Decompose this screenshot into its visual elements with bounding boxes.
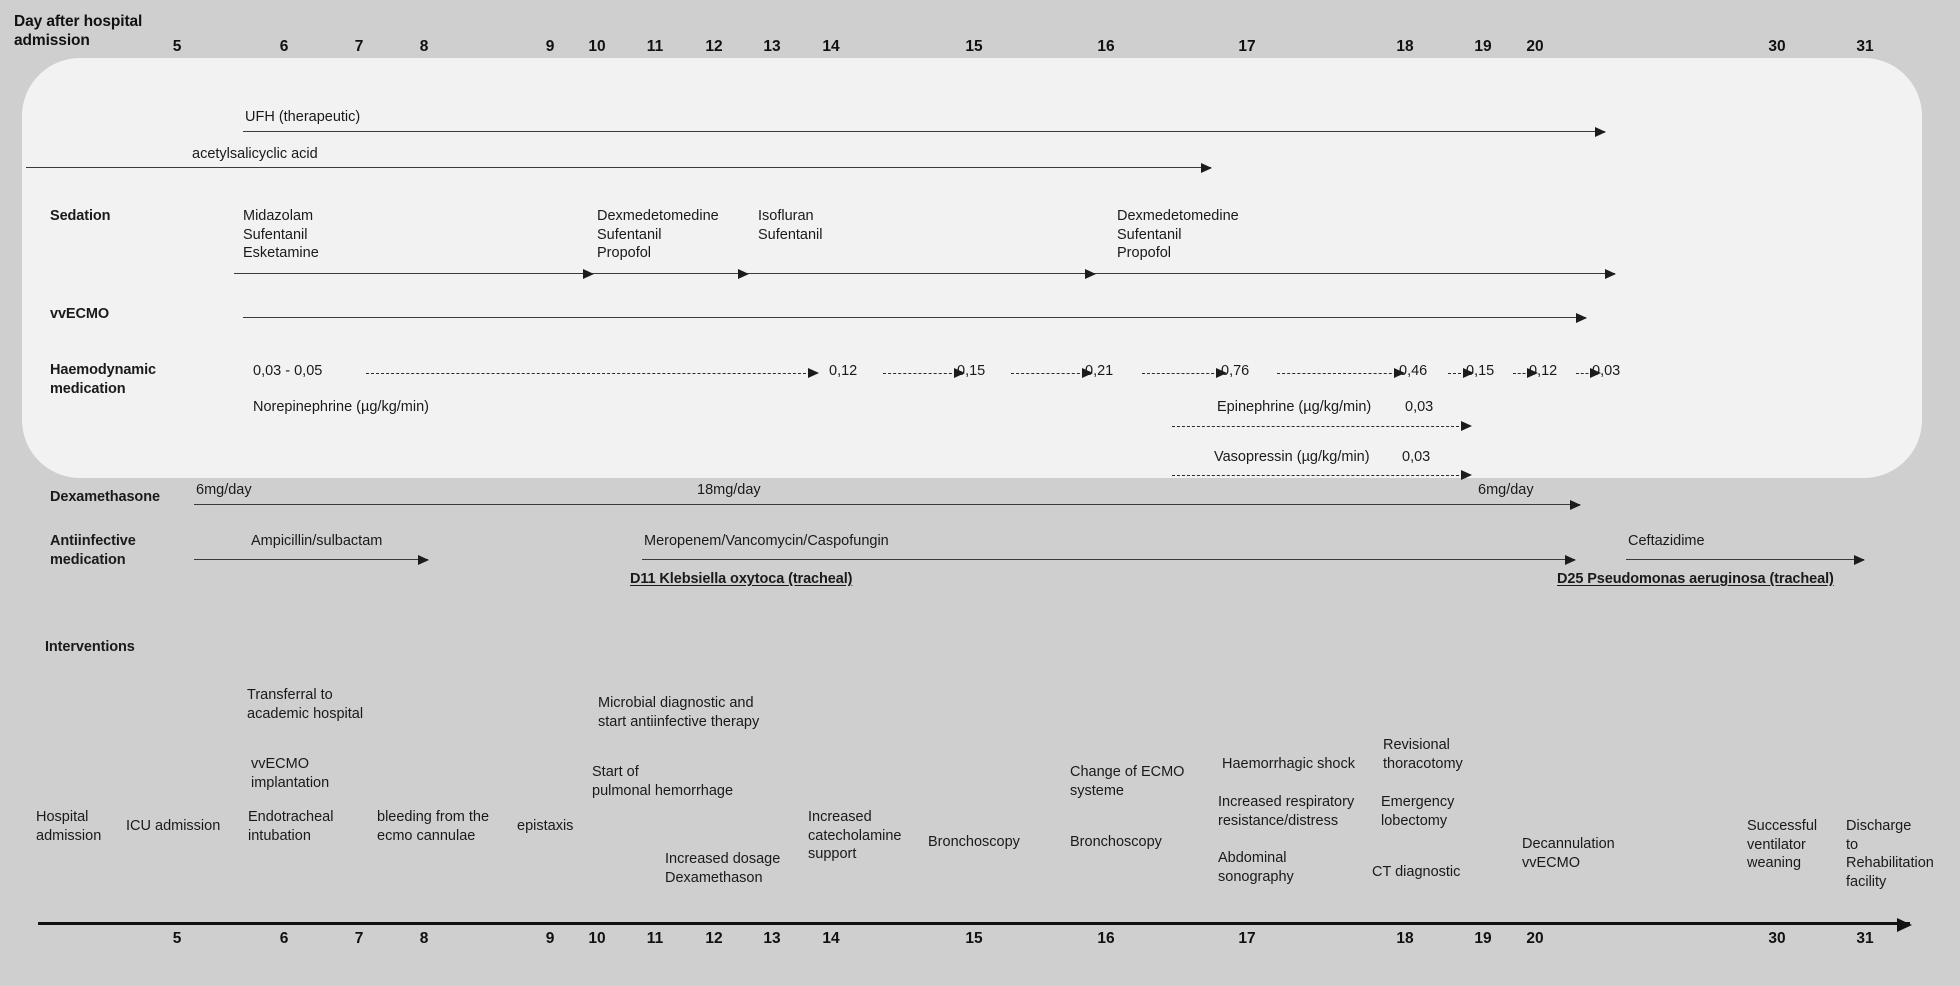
day-tick-bottom-8: 8	[419, 930, 429, 947]
norepinephrine-value-6: 0,15	[1466, 363, 1495, 379]
day-tick-bottom-5: 5	[172, 930, 182, 947]
intervention-label: Decannulation vvECMO	[1522, 836, 1615, 871]
sedation-arrow-1	[234, 273, 593, 274]
day-tick-top-19: 19	[1474, 38, 1492, 55]
norepinephrine-value-2: 0,15	[957, 363, 986, 379]
sedation-block-3: Isofluran Sufentanil	[758, 208, 823, 243]
intervention-label: Discharge to Rehabilitation facility	[1846, 818, 1934, 890]
day-tick-bottom-12: 12	[705, 930, 723, 947]
sedation-block-2: Dexmedetomedine Sufentanil Propofol	[597, 208, 719, 261]
day-tick-bottom-13: 13	[763, 930, 781, 947]
epinephrine-dash-arrow	[1172, 426, 1469, 427]
day-tick-bottom-16: 16	[1097, 930, 1115, 947]
day-tick-top-14: 14	[822, 38, 840, 55]
asa-label: acetylsalicyclic acid	[192, 146, 318, 162]
norepinephrine-value-5: 0,46	[1399, 363, 1428, 379]
day-tick-bottom-31: 31	[1856, 930, 1874, 947]
vasopressin-dash-arrow	[1172, 475, 1469, 476]
dexamethasone-dose-2: 18mg/day	[697, 482, 761, 498]
intervention-label: Start of pulmonal hemorrhage	[592, 764, 734, 799]
day-tick-top-13: 13	[763, 38, 781, 55]
row-label-sedation: Sedation	[50, 208, 111, 224]
norepinephrine-value-7: 0,12	[1529, 363, 1558, 379]
day-tick-top-10: 10	[588, 38, 606, 55]
intervention-label: Microbial diagnostic and start antiinfective therapy	[598, 695, 760, 730]
day-tick-bottom-19: 19	[1474, 930, 1492, 947]
day-tick-top-9: 9	[545, 38, 555, 55]
day-tick-top-7: 7	[354, 38, 364, 55]
antiinfective-arrow-1	[194, 559, 428, 560]
day-axis-title: Day after hospital admission	[14, 13, 143, 49]
intervention-label: Bronchoscopy	[1070, 834, 1162, 850]
norepinephrine-value-1: 0,12	[829, 363, 858, 379]
row-label-haemodynamic: Haemodynamic medication	[50, 362, 156, 397]
norepinephrine-dash-1	[883, 373, 962, 374]
interventions-title: Interventions	[45, 639, 135, 655]
norepinephrine-value-0: 0,03 - 0,05	[253, 363, 323, 379]
antiinfective-drug-2: Meropenem/Vancomycin/Caspofungin	[644, 533, 889, 549]
intervention-label: ICU admission	[126, 818, 221, 834]
antiinfective-drug-1: Ampicillin/sulbactam	[251, 533, 383, 549]
intervention-label: Successful ventilator weaning	[1747, 818, 1818, 871]
norepinephrine-dash-0	[366, 373, 816, 374]
epinephrine-value: 0,03	[1405, 399, 1434, 415]
sedation-arrow-3	[748, 273, 1095, 274]
dexamethasone-dose-1: 6mg/day	[196, 482, 252, 498]
row-label-dexamethasone: Dexamethasone	[50, 489, 160, 505]
intervention-label: CT diagnostic	[1372, 864, 1461, 880]
asa-arrow	[26, 167, 1211, 168]
day-tick-bottom-9: 9	[545, 930, 555, 947]
intervention-label: Emergency lobectomy	[1381, 794, 1455, 829]
day-tick-bottom-18: 18	[1396, 930, 1414, 947]
intervention-label: Hospital admission	[36, 809, 102, 844]
day-tick-top-30: 30	[1768, 38, 1786, 55]
vasopressin-label: Vasopressin (µg/kg/min)	[1214, 449, 1370, 465]
day-tick-top-31: 31	[1856, 38, 1874, 55]
sedation-block-1: Midazolam Sufentanil Esketamine	[243, 208, 319, 261]
intervention-label: Transferral to academic hospital	[247, 687, 364, 722]
day-tick-top-11: 11	[646, 38, 664, 55]
norepinephrine-label: Norepinephrine (µg/kg/min)	[253, 399, 429, 415]
ufh-label: UFH (therapeutic)	[245, 109, 361, 125]
ufh-arrow	[243, 131, 1605, 132]
intervention-label: Increased catecholamine support	[808, 809, 902, 862]
intervention-label: Increased respiratory resistance/distress	[1218, 794, 1355, 829]
row-label-vvecmo: vvECMO	[50, 306, 110, 322]
day-tick-bottom-7: 7	[354, 930, 364, 947]
day-tick-top-18: 18	[1396, 38, 1414, 55]
sedation-arrow-2	[593, 273, 748, 274]
antiinfective-arrow-2	[642, 559, 1575, 560]
antiinfective-drug-3: Ceftazidime	[1628, 533, 1705, 549]
day-tick-bottom-11: 11	[646, 930, 664, 947]
sedation-block-4: Dexmedetomedine Sufentanil Propofol	[1117, 208, 1239, 261]
intervention-label: epistaxis	[517, 818, 574, 834]
culture-result-1: D11 Klebsiella oxytoca (tracheal)	[630, 571, 853, 587]
day-tick-top-5: 5	[172, 38, 182, 55]
norepinephrine-value-8: 0,03	[1592, 363, 1621, 379]
day-tick-bottom-20: 20	[1526, 930, 1544, 947]
day-tick-top-16: 16	[1097, 38, 1115, 55]
day-tick-bottom-14: 14	[822, 930, 840, 947]
epinephrine-label: Epinephrine (µg/kg/min)	[1217, 399, 1372, 415]
intervention-label: Haemorrhagic shock	[1222, 756, 1355, 772]
antiinfective-arrow-3	[1626, 559, 1864, 560]
bottom-timeline-axis	[38, 922, 1910, 925]
sedation-arrow-4	[1095, 273, 1615, 274]
culture-result-2: D25 Pseudomonas aeruginosa (tracheal)	[1557, 571, 1834, 587]
dexamethasone-arrow	[194, 504, 1580, 505]
vasopressin-value: 0,03	[1402, 449, 1431, 465]
intervention-label: Endotracheal intubation	[248, 809, 334, 844]
day-tick-top-8: 8	[419, 38, 429, 55]
norepinephrine-value-3: 0,21	[1085, 363, 1114, 379]
day-tick-top-17: 17	[1238, 38, 1256, 55]
day-tick-bottom-30: 30	[1768, 930, 1786, 947]
norepinephrine-dash-2	[1011, 373, 1090, 374]
norepinephrine-value-4: 0,76	[1221, 363, 1250, 379]
intervention-label: Change of ECMO systeme	[1070, 764, 1185, 799]
day-tick-bottom-6: 6	[279, 930, 289, 947]
day-tick-top-20: 20	[1526, 38, 1544, 55]
day-tick-top-15: 15	[965, 38, 983, 55]
norepinephrine-dash-3	[1142, 373, 1224, 374]
norepinephrine-dash-4	[1277, 373, 1402, 374]
intervention-label: vvECMO implantation	[251, 756, 330, 791]
intervention-label: bleeding from the ecmo cannulae	[377, 809, 490, 844]
intervention-label: Abdominal sonography	[1218, 850, 1294, 885]
day-tick-bottom-10: 10	[588, 930, 606, 947]
intervention-label: Bronchoscopy	[928, 834, 1020, 850]
dexamethasone-dose-3: 6mg/day	[1478, 482, 1534, 498]
day-tick-bottom-15: 15	[965, 930, 983, 947]
day-tick-top-6: 6	[279, 38, 289, 55]
vvecmo-arrow	[243, 317, 1586, 318]
row-label-antiinfective: Antiinfective medication	[50, 533, 136, 568]
intervention-label: Revisional thoracotomy	[1383, 737, 1463, 772]
intervention-label: Increased dosage Dexamethason	[665, 851, 781, 886]
day-tick-bottom-17: 17	[1238, 930, 1256, 947]
day-tick-top-12: 12	[705, 38, 723, 55]
